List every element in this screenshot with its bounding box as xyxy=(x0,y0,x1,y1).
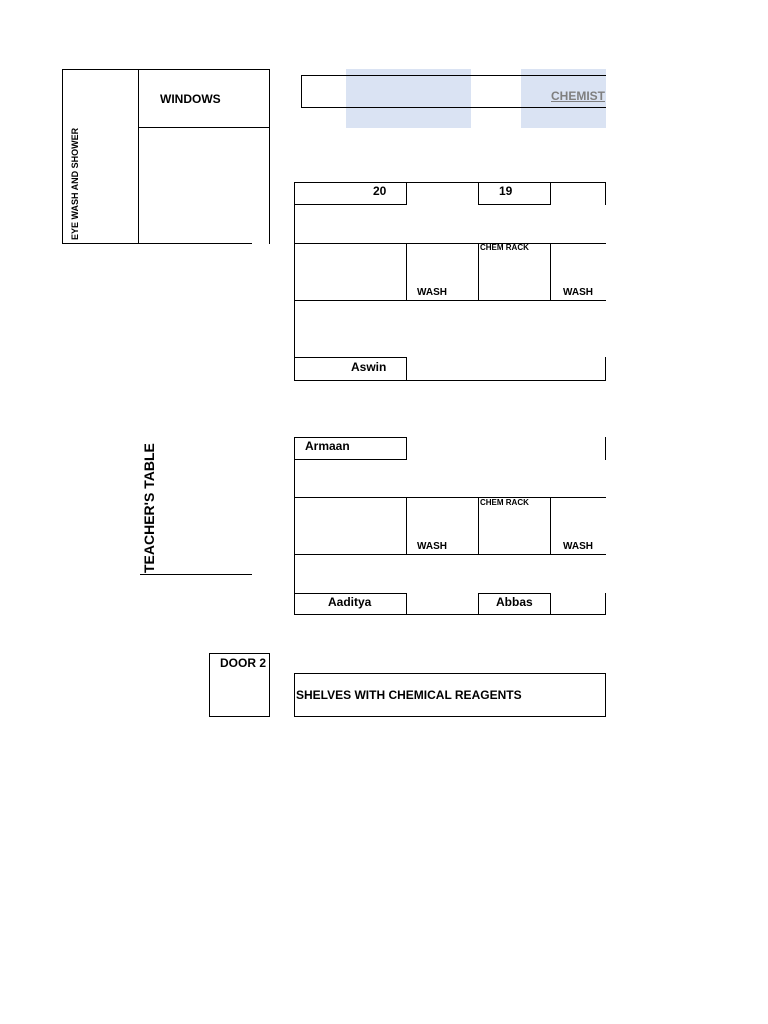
title-banner xyxy=(301,75,606,108)
eye-wash-label: EYE WASH AND SHOWER xyxy=(70,127,80,240)
door-2 xyxy=(209,653,270,717)
seat-aswin xyxy=(294,357,407,381)
chem-rack-label: CHEM RACK xyxy=(480,498,529,507)
eye-wash-station xyxy=(62,69,139,244)
teachers-table xyxy=(140,430,252,575)
bench-1 xyxy=(294,182,606,381)
bench-2 xyxy=(294,437,606,615)
seat-19 xyxy=(478,182,551,205)
student-name: Abbas xyxy=(496,595,533,609)
seat-armaan xyxy=(294,437,407,460)
chem-rack-label: CHEM RACK xyxy=(480,243,529,252)
seat-aaditya xyxy=(294,593,407,615)
student-name: Armaan xyxy=(305,439,350,453)
seat-20 xyxy=(294,182,407,205)
student-name: Aaditya xyxy=(328,595,372,609)
teachers-table-label: TEACHER'S TABLE xyxy=(141,443,157,573)
windows-right-edge xyxy=(269,127,270,244)
windows-label: WINDOWS xyxy=(160,92,221,106)
seat-number: 19 xyxy=(499,184,513,198)
student-name: Aswin xyxy=(351,360,387,374)
seat-abbas xyxy=(478,593,551,615)
wash-label: WASH xyxy=(417,541,447,552)
seat-number: 20 xyxy=(373,184,387,198)
wash-label: WASH xyxy=(563,541,593,552)
wash-label: WASH xyxy=(563,287,593,298)
page-title: CHEMIST xyxy=(551,89,605,103)
wash-label: WASH xyxy=(417,287,447,298)
door-label: DOOR 2 xyxy=(220,656,267,670)
teachers-table-edge xyxy=(140,574,252,575)
shelves-label: SHELVES WITH CHEMICAL REAGENTS xyxy=(296,688,522,702)
shelves xyxy=(294,673,606,717)
windows-box xyxy=(138,69,270,128)
